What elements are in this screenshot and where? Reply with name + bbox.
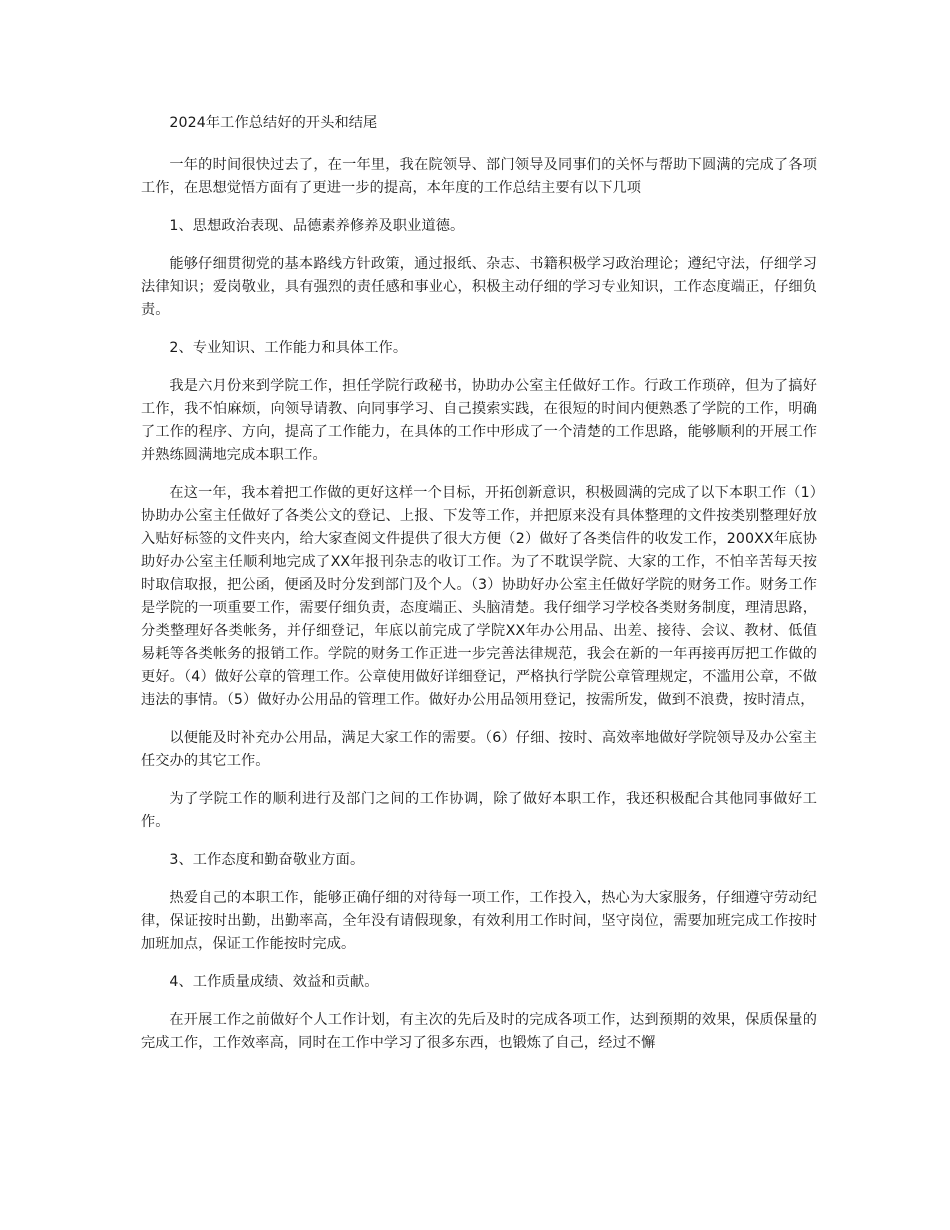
section-heading-3: 3、工作态度和勤奋敬业方面。 — [169, 852, 365, 868]
section-heading-2: 2、专业知识、工作能力和具体工作。 — [169, 340, 408, 356]
section-heading-4: 4、工作质量成绩、效益和贡献。 — [169, 974, 379, 990]
document-title: 2024年工作总结好的开头和结尾 — [169, 115, 378, 131]
section-2-paragraph-4: 为了学院工作的顺利进行及部门之间的工作协调，除了做好本职工作，我还积极配合其他同事做好工作。 — [141, 791, 817, 830]
section-4-paragraph: 在开展工作之前做好个人工作计划，有主次的先后及时的完成各项工作，达到预期的效果，保质保量的完成工作，工作效率高，同时在工作中学习了很多东西，也锻炼了自己，经过不懈 — [141, 1012, 817, 1051]
intro-paragraph: 一年的时间很快过去了，在一年里，我在院领导、部门领导及同事们的关怀与帮助下圆满的完成了各项工作，在思想觉悟方面有了更进一步的提高，本年度的工作总结主要有以下几项 — [141, 157, 817, 196]
section-1-paragraph: 能够仔细贯彻党的基本路线方针政策，通过报纸、杂志、书籍积极学习政治理论；遵纪守法，仔细学习法律知识；爱岗敬业，具有强烈的责任感和事业心，积极主动仔细的学习专业知识，工作态度端正，仔细负责。 — [141, 256, 817, 318]
section-2-paragraph-3: 以便能及时补充办公用品，满足大家工作的需要。（6）仔细、按时、高效率地做好学院领导及办公室主任交办的其它工作。 — [141, 730, 817, 769]
section-2-paragraph-1: 我是六月份来到学院工作，担任学院行政秘书，协助办公室主任做好工作。行政工作琐碎，但为了搞好工作，我不怕麻烦，向领导请教、向同事学习、自己摸索实践，在很短的时间内便熟悉了学院的工作，明确了工作的程序、方向，提高了工作能力，在具体的工作中形成了一个清楚的工作思路，能够顺利的开展工作并熟练圆满地完成本职工作。 — [141, 378, 817, 463]
section-heading-1: 1、思想政治表现、品德素养修养及职业道德。 — [169, 218, 465, 234]
document-page — [141, 112, 817, 1070]
section-3-paragraph: 热爱自己的本职工作，能够正确仔细的对待每一项工作，工作投入，热心为大家服务，仔细遵守劳动纪律，保证按时出勤，出勤率高，全年没有请假现象，有效利用工作时间，坚守岗位，需要加班完成工作按时加班加点，保证工作能按时完成。 — [141, 890, 817, 952]
section-2-paragraph-2: 在这一年，我本着把工作做的更好这样一个目标，开拓创新意识，积极圆满的完成了以下本职工作（1）协助办公室主任做好了各类公文的登记、上报、下发等工作，并把原来没有具体整理的文件按类别整理好放入贴好标签的文件夹内，给大家查阅文件提供了很大方便（2）做好了各类信件的收发工作，200XX年底协助好办公室主任顺利地完成了XX年报刊杂志的收订工作。为了不耽误学院、大家的工作，不怕辛苦每天按时取信取报，把公函，便函及时分发到部门及个人。（3）协助好办公室主任做好学院的财务工作。财务工作是学院的一项重要工作，需要仔细负责，态度端正、头脑清楚。我仔细学习学校各类财务制度，理清思路，分类整理好各类帐务，并仔细登记，年底以前完成了学院XX年办公用品、出差、接待、会议、教材、低值易耗等各类帐务的报销工作。学院的财务工作正进一步完善法律规范，我会在新的一年再接再厉把工作做的更好。（4）做好公章的管理工作。公章使用做好详细登记，严格执行学院公章管理规定，不滥用公章，不做违法的事情。（5）做好办公用品的管理工作。做好办公用品领用登记，按需所发，做到不浪费，按时清点， — [141, 485, 817, 708]
